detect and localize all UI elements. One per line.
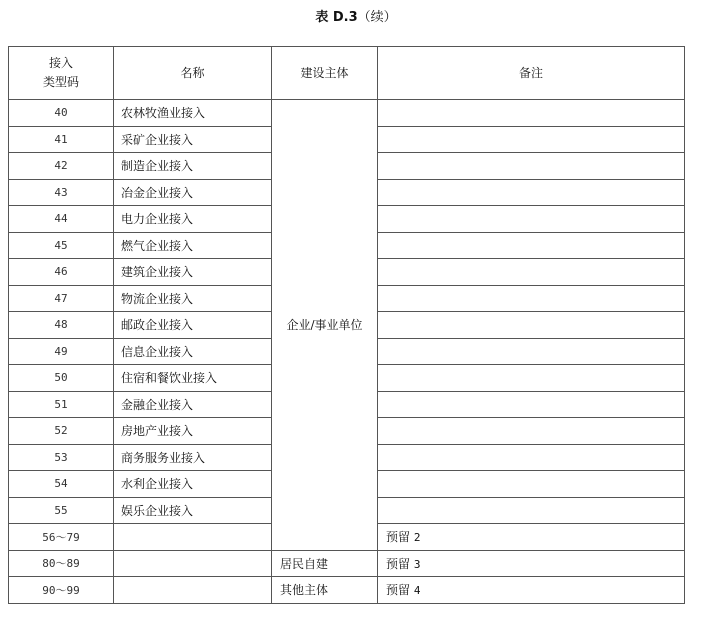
remark-cell [378, 206, 685, 233]
remark-cell [378, 471, 685, 498]
access-code-cell: 41 [9, 126, 114, 153]
access-code-cell: 46 [9, 259, 114, 286]
access-code-cell: 50 [9, 365, 114, 392]
remark-cell [378, 285, 685, 312]
name-cell: 金融企业接入 [114, 391, 272, 418]
name-cell: 住宿和餐饮业接入 [114, 365, 272, 392]
remark-cell [378, 365, 685, 392]
remark-cell [378, 577, 685, 604]
name-cell: 娱乐企业接入 [114, 497, 272, 524]
remark-text: 预留 [386, 530, 411, 545]
access-code-cell: 47 [9, 285, 114, 312]
access-code-cell: 55 [9, 497, 114, 524]
header-remarks: 备注 [378, 47, 685, 100]
access-code-cell: 51 [9, 391, 114, 418]
table-caption-main: 表 D.3 [315, 10, 358, 25]
remark-cell [378, 179, 685, 206]
remark-cell [378, 338, 685, 365]
name-cell: 房地产业接入 [114, 418, 272, 445]
name-cell: 信息企业接入 [114, 338, 272, 365]
table-header-row [9, 47, 685, 100]
remark-cell [378, 100, 685, 127]
remark-cell [378, 153, 685, 180]
remark-cell [378, 391, 685, 418]
subject-cell-merged: 企业/事业单位 [272, 100, 378, 551]
access-code-cell: 90～99 [9, 577, 114, 604]
name-cell [114, 577, 272, 604]
table-row [9, 550, 685, 577]
remark-cell [378, 312, 685, 339]
header-name: 名称 [114, 47, 272, 100]
header-access-code [9, 47, 114, 100]
access-code-cell: 42 [9, 153, 114, 180]
remark-cell [378, 524, 685, 551]
name-cell: 建筑企业接入 [114, 259, 272, 286]
access-code-cell: 45 [9, 232, 114, 259]
remark-cell [378, 259, 685, 286]
access-code-cell: 48 [9, 312, 114, 339]
access-code-cell: 52 [9, 418, 114, 445]
subject-cell: 其他主体 [272, 577, 378, 604]
header-access-code-line2: 类型码 [42, 75, 79, 89]
access-code-cell: 49 [9, 338, 114, 365]
remark-cell [378, 444, 685, 471]
header-subject: 建设主体 [272, 47, 378, 100]
remark-cell [378, 550, 685, 577]
remark-text: 预留 [386, 556, 411, 571]
remark-text: 预留 [386, 583, 411, 598]
access-code-cell: 53 [9, 444, 114, 471]
name-cell: 物流企业接入 [114, 285, 272, 312]
name-cell: 采矿企业接入 [114, 126, 272, 153]
remark-cell [378, 418, 685, 445]
name-cell: 商务服务业接入 [114, 444, 272, 471]
name-cell: 冶金企业接入 [114, 179, 272, 206]
name-cell: 农林牧渔业接入 [114, 100, 272, 127]
name-cell: 邮政企业接入 [114, 312, 272, 339]
name-cell: 燃气企业接入 [114, 232, 272, 259]
access-type-table [8, 46, 685, 604]
access-code-cell: 80～89 [9, 550, 114, 577]
access-code-cell: 44 [9, 206, 114, 233]
remark-cell [378, 232, 685, 259]
access-code-cell: 40 [9, 100, 114, 127]
access-code-cell: 43 [9, 179, 114, 206]
header-access-code-line1: 接入 [48, 56, 73, 70]
subject-cell: 居民自建 [272, 550, 378, 577]
table-body [9, 100, 685, 604]
access-code-cell: 56～79 [9, 524, 114, 551]
access-code-cell: 54 [9, 471, 114, 498]
table-row [9, 100, 685, 127]
name-cell: 水利企业接入 [114, 471, 272, 498]
name-cell: 电力企业接入 [114, 206, 272, 233]
remark-cell [378, 497, 685, 524]
remark-number: 3 [413, 557, 421, 571]
table-caption [0, 9, 712, 27]
remark-number: 4 [413, 584, 421, 598]
remark-cell [378, 126, 685, 153]
table-row [9, 577, 685, 604]
name-cell [114, 550, 272, 577]
remark-number: 2 [413, 531, 421, 545]
name-cell [114, 524, 272, 551]
table-caption-suffix: （续） [357, 10, 397, 25]
name-cell: 制造企业接入 [114, 153, 272, 180]
